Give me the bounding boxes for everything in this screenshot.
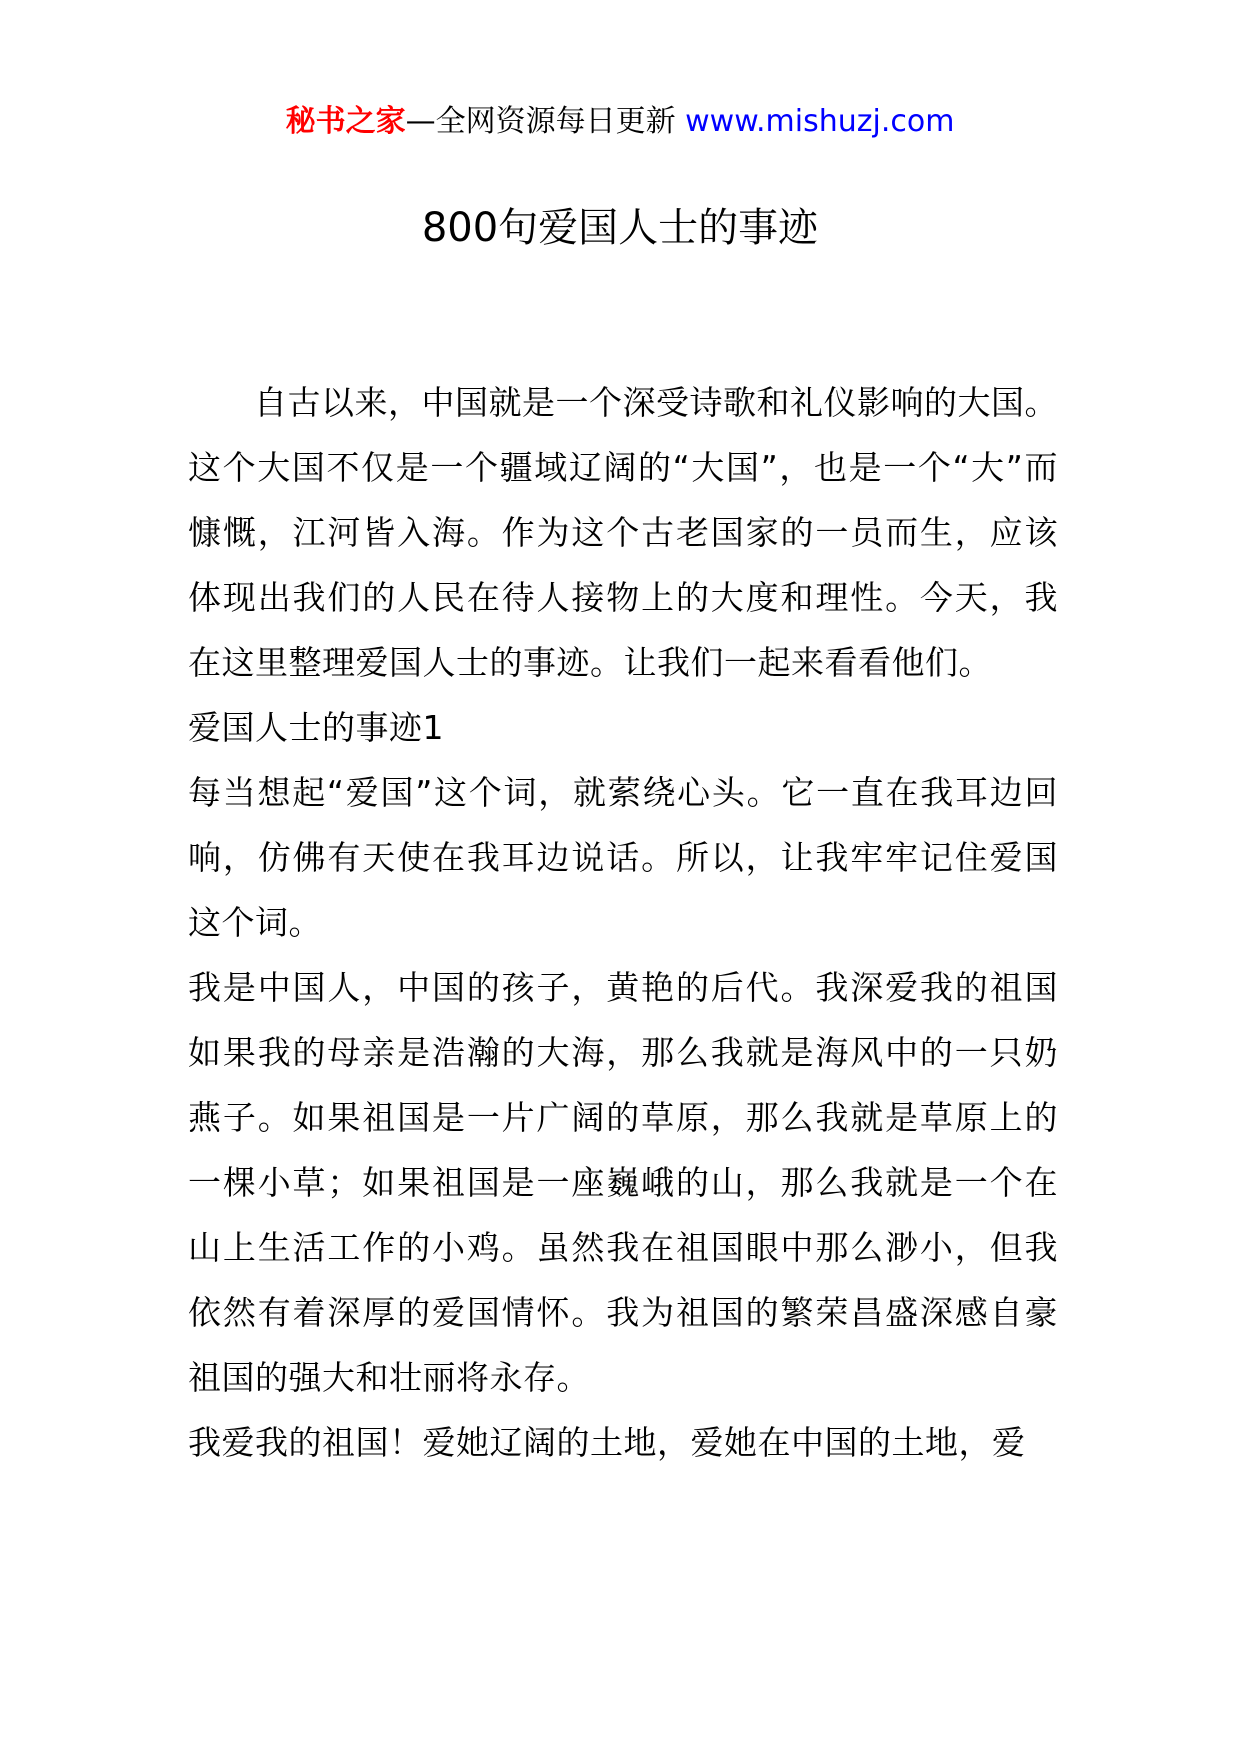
section-heading: 爱国人士的事迹1 xyxy=(188,708,444,747)
intro-paragraph: 自古以来，中国就是一个深受诗歌和礼仪影响的大国。这个大国不仅是一个疆域辽阔的“大国”，也是一个“大”而慷慨，江河皆入海。作为这个古老国家的一员而生，应该体现出我们的人民在待人接物上的大度和理性。今天，我在这里整理爱国人士的事迹。让我们一起来看看他们。 xyxy=(188,383,1058,682)
header-tagline: —全网资源每日更新 xyxy=(405,104,676,139)
brand-name: 秘书之家 xyxy=(285,104,406,139)
body-paragraph: 我爱我的祖国！爱她辽阔的土地，爱她在中国的土地，爱 xyxy=(188,1423,1026,1462)
body-paragraph: 每当想起“爱国”这个词，就萦绕心头。它一直在我耳边回响，仿佛有天使在我耳边说话。所以，让我牢牢记住爱国这个词。 xyxy=(188,773,1058,942)
document-body xyxy=(188,370,1058,1475)
body-paragraph: 我是中国人，中国的孩子，黄艳的后代。我深爱我的祖国如果我的母亲是浩瀚的大海，那么我就是海风中的一只奶燕子。如果祖国是一片广阔的草原，那么我就是草原上的一棵小草；如果祖国是一座巍峨的山，那么我就是一个在山上生活工作的小鸡。虽然我在祖国眼中那么渺小，但我依然有着深厚的爱国情怀。我为祖国的繁荣昌盛深感自豪祖国的强大和壮丽将永存。 xyxy=(188,968,1058,1397)
site-url-link[interactable]: www.mishuzj.com xyxy=(685,104,955,139)
site-header xyxy=(0,100,1240,144)
document-title: 800句爱国人士的事迹 xyxy=(421,205,819,251)
